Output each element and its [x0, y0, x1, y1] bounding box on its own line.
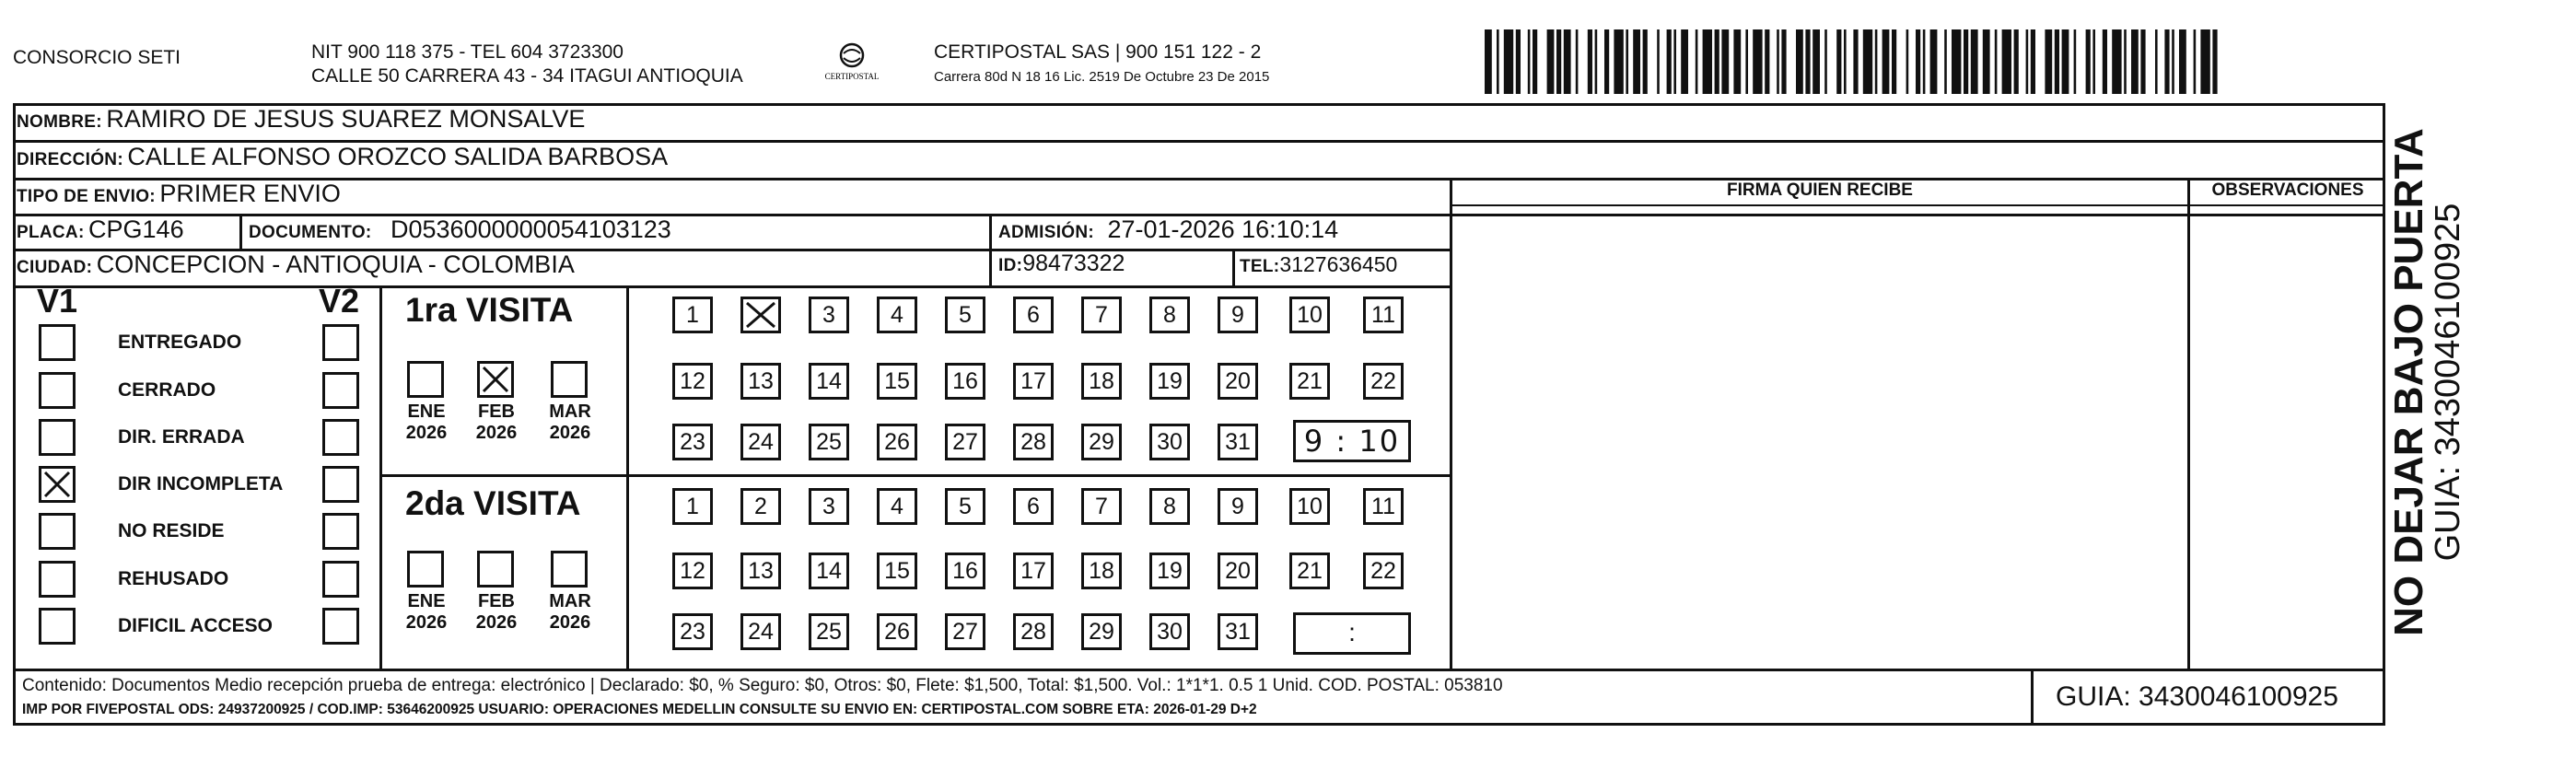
- day-number: 14: [816, 558, 842, 584]
- x-mark-icon: [743, 299, 778, 331]
- shipment-type: PRIMER ENVIO: [159, 180, 341, 207]
- status-label: CERRADO: [118, 379, 216, 401]
- admission-label: ADMISIÓN:: [998, 223, 1095, 242]
- day-number: 8: [1163, 494, 1176, 519]
- day-number: 25: [816, 619, 842, 645]
- day-number: 17: [1020, 558, 1046, 584]
- day-number: 21: [1297, 368, 1323, 394]
- day-number: 22: [1370, 558, 1396, 584]
- side-text: [2386, 124, 2467, 640]
- day-number: 24: [748, 429, 774, 455]
- id-label: ID:: [998, 256, 1023, 275]
- day-number: 10: [1297, 302, 1323, 328]
- v2-header: V2: [319, 282, 360, 320]
- day-box[interactable]: [877, 297, 917, 333]
- day-box[interactable]: [877, 424, 917, 460]
- footer-imp: IMP POR FIVEPOSTAL ODS: 24937200925 / COD.IMP: 53646200925 USUARIO: OPERACIONES MEDELLIN CONSULTE SU ENVIO EN: CERTIPOSTAL.COM SOBRE ETA: 2026-01-29 D+2: [22, 702, 1257, 717]
- nit-line: NIT 900 118 375 - TEL 604 3723300: [311, 41, 624, 63]
- day-number: 22: [1370, 368, 1396, 394]
- day-box[interactable]: [1013, 424, 1054, 460]
- day-number: 9: [1231, 302, 1244, 328]
- type-label: TIPO DE ENVIO:: [17, 187, 156, 206]
- city-value: CONCEPCION - ANTIOQUIA - COLOMBIA: [96, 250, 575, 278]
- day-number: 12: [680, 368, 705, 394]
- day-box[interactable]: [672, 297, 713, 333]
- day-box[interactable]: [1289, 363, 1330, 400]
- day-number: 27: [952, 429, 978, 455]
- day-box[interactable]: [1218, 613, 1258, 650]
- month-label: MAR 2026: [549, 401, 591, 443]
- day-number: 20: [1225, 368, 1251, 394]
- v1-checkbox[interactable]: [39, 419, 76, 456]
- document-label: DOCUMENTO:: [249, 223, 372, 242]
- document-cell: [249, 215, 671, 244]
- name-row: [17, 105, 585, 134]
- v1-checkbox[interactable]: [39, 324, 76, 361]
- day-box[interactable]: [809, 363, 849, 400]
- day-number: 11: [1371, 302, 1395, 328]
- license-line: Carrera 80d N 18 16 Lic. 2519 De Octubre 23 De 2015: [934, 69, 1270, 85]
- day-number: 4: [891, 494, 903, 519]
- day-box[interactable]: [945, 363, 985, 400]
- day-number: 26: [884, 619, 910, 645]
- recipient-name: RAMIRO DE JESUS SUAREZ MONSALVE: [106, 105, 586, 133]
- day-number: 1: [686, 302, 699, 328]
- v1-checkbox[interactable]: [39, 466, 76, 503]
- day-box[interactable]: [877, 488, 917, 525]
- day-number: 6: [1027, 494, 1040, 519]
- day-number: 15: [884, 368, 910, 394]
- day-number: 29: [1089, 429, 1114, 455]
- day-box[interactable]: [1149, 553, 1190, 589]
- day-box[interactable]: [945, 297, 985, 333]
- day-number: 18: [1089, 558, 1114, 584]
- day-number: 16: [952, 558, 978, 584]
- day-box[interactable]: [809, 488, 849, 525]
- day-box[interactable]: [1081, 613, 1122, 650]
- day-box[interactable]: [1363, 363, 1404, 400]
- carrier-line: CERTIPOSTAL SAS | 900 151 122 - 2: [934, 41, 1262, 63]
- day-number: 11: [1371, 494, 1395, 519]
- v1-checkbox[interactable]: [39, 608, 76, 645]
- signature-area[interactable]: [1453, 208, 2186, 667]
- day-box[interactable]: [672, 363, 713, 400]
- day-number: 9: [1231, 494, 1244, 519]
- day-box[interactable]: [740, 553, 781, 589]
- day-number: 13: [748, 368, 774, 394]
- plate-cell: [17, 215, 184, 244]
- day-number: 30: [1157, 429, 1183, 455]
- day-number: 21: [1297, 558, 1323, 584]
- day-box[interactable]: [1013, 488, 1054, 525]
- day-number: 31: [1225, 429, 1251, 455]
- month-checkbox[interactable]: [407, 361, 444, 398]
- day-box[interactable]: [809, 553, 849, 589]
- city-row: [17, 250, 575, 279]
- day-number: 28: [1020, 429, 1046, 455]
- day-box[interactable]: [672, 553, 713, 589]
- id-value: 98473322: [1022, 250, 1125, 276]
- day-box[interactable]: [740, 363, 781, 400]
- day-number: 16: [952, 368, 978, 394]
- address-row: [17, 143, 668, 171]
- day-number: 5: [959, 494, 972, 519]
- day-box[interactable]: [1218, 363, 1258, 400]
- status-label: REHUSADO: [118, 568, 229, 589]
- name-label: NOMBRE:: [17, 112, 102, 132]
- observations-area[interactable]: [2191, 208, 2384, 667]
- day-box[interactable]: [672, 424, 713, 460]
- day-number: 31: [1225, 619, 1251, 645]
- v1-checkbox[interactable]: [39, 513, 76, 550]
- status-label: DIR. ERRADA: [118, 426, 245, 448]
- day-box[interactable]: [1363, 297, 1404, 333]
- visit2-title: 2da VISITA: [405, 484, 581, 522]
- visit1-time-box[interactable]: [1293, 420, 1411, 462]
- day-number: 5: [959, 302, 972, 328]
- day-number: 3: [822, 494, 835, 519]
- day-box[interactable]: [1081, 424, 1122, 460]
- month-checkbox[interactable]: [477, 551, 514, 588]
- visit1-title: 1ra VISITA: [405, 291, 574, 329]
- day-box[interactable]: [1289, 553, 1330, 589]
- plate-label: PLACA:: [17, 223, 85, 242]
- x-mark-icon: [41, 469, 73, 500]
- plate-value: CPG146: [88, 215, 184, 243]
- side-guia: GUIA: 3430046100925: [2429, 203, 2467, 562]
- day-box[interactable]: [877, 553, 917, 589]
- day-box[interactable]: [1081, 553, 1122, 589]
- type-row: [17, 180, 341, 208]
- day-box[interactable]: [740, 424, 781, 460]
- x-mark-icon: [480, 364, 511, 395]
- no-dejar-warning: NO DEJAR BAJO PUERTA: [2386, 128, 2431, 636]
- day-box[interactable]: [1218, 553, 1258, 589]
- day-number: 30: [1157, 619, 1183, 645]
- status-label: ENTREGADO: [118, 332, 242, 353]
- address-label: DIRECCIÓN:: [17, 150, 123, 169]
- day-number: 19: [1157, 368, 1183, 394]
- day-box[interactable]: [740, 613, 781, 650]
- footer-content: Contenido: Documentos Medio recepción prueba de entrega: electrónico | Declarado: $0, % Seguro: $0, Otros: $0, Flete: $1,500, Total: $1,500. Vol.: 1*1*1. 0.5 1 Unid. COD. POSTAL: 053810: [22, 676, 1503, 695]
- id-cell: [998, 250, 1125, 277]
- visit2-time-value: :: [1348, 618, 1356, 646]
- day-box[interactable]: [740, 488, 781, 525]
- city-label: CIUDAD:: [17, 258, 93, 277]
- v1-header: V1: [37, 282, 78, 320]
- month-checkbox[interactable]: [551, 551, 588, 588]
- v2-checkbox[interactable]: [322, 419, 359, 456]
- v2-checkbox[interactable]: [322, 561, 359, 598]
- footer-guia: GUIA: 3430046100925: [2056, 681, 2338, 712]
- day-number: 15: [884, 558, 910, 584]
- month-label: FEB 2026: [475, 401, 518, 443]
- tel-cell: [1240, 252, 1397, 277]
- day-number: 10: [1297, 494, 1323, 519]
- status-label: NO RESIDE: [118, 520, 225, 541]
- month-checkbox[interactable]: [407, 551, 444, 588]
- day-number: 1: [686, 494, 699, 519]
- day-box[interactable]: [672, 488, 713, 525]
- day-box[interactable]: [877, 613, 917, 650]
- day-number: 7: [1095, 494, 1108, 519]
- certipostal-logo: [810, 41, 893, 87]
- month-label: MAR 2026: [549, 591, 591, 633]
- tel-label: TEL:: [1240, 257, 1280, 276]
- day-number: 14: [816, 368, 842, 394]
- month-checkbox[interactable]: [477, 361, 514, 398]
- document-value: D0536000000054103123: [390, 215, 671, 243]
- address-line: CALLE 50 CARRERA 43 - 34 ITAGUI ANTIOQUIA: [311, 65, 743, 87]
- day-box[interactable]: [740, 297, 781, 333]
- barcode: [1485, 29, 2218, 94]
- day-box[interactable]: [809, 297, 849, 333]
- day-number: 6: [1027, 302, 1040, 328]
- day-number: 19: [1157, 558, 1183, 584]
- day-number: 4: [891, 302, 903, 328]
- day-box[interactable]: [1289, 297, 1330, 333]
- day-box[interactable]: [1149, 363, 1190, 400]
- day-number: 17: [1020, 368, 1046, 394]
- v2-checkbox[interactable]: [322, 372, 359, 409]
- day-box[interactable]: [1363, 488, 1404, 525]
- month-label: ENE 2026: [405, 591, 448, 633]
- v2-checkbox[interactable]: [322, 466, 359, 503]
- day-box[interactable]: [1013, 613, 1054, 650]
- day-box[interactable]: [1013, 553, 1054, 589]
- day-box[interactable]: [1081, 488, 1122, 525]
- day-box[interactable]: [1218, 488, 1258, 525]
- day-number: 13: [748, 558, 774, 584]
- day-number: 25: [816, 429, 842, 455]
- day-box[interactable]: [945, 424, 985, 460]
- visit1-time-value: 9 : 10: [1303, 424, 1401, 459]
- day-number: 28: [1020, 619, 1046, 645]
- day-number: 26: [884, 429, 910, 455]
- day-number: 3: [822, 302, 835, 328]
- day-number: 18: [1089, 368, 1114, 394]
- month-label: ENE 2026: [405, 401, 448, 443]
- v2-checkbox[interactable]: [322, 324, 359, 361]
- status-label: DIR INCOMPLETA: [118, 473, 284, 495]
- day-box[interactable]: [945, 488, 985, 525]
- day-box[interactable]: [809, 613, 849, 650]
- day-number: 8: [1163, 302, 1176, 328]
- day-box[interactable]: [1289, 488, 1330, 525]
- day-box[interactable]: [1149, 488, 1190, 525]
- v1-checkbox[interactable]: [39, 372, 76, 409]
- visit2-time-box[interactable]: [1293, 612, 1411, 655]
- day-number: 12: [680, 558, 705, 584]
- day-box[interactable]: [1218, 297, 1258, 333]
- day-number: 23: [680, 429, 705, 455]
- recipient-address: CALLE ALFONSO OROZCO SALIDA BARBOSA: [127, 143, 669, 170]
- day-box[interactable]: [1363, 553, 1404, 589]
- day-number: 7: [1095, 302, 1108, 328]
- day-number: 23: [680, 619, 705, 645]
- day-box[interactable]: [1013, 363, 1054, 400]
- month-checkbox[interactable]: [551, 361, 588, 398]
- day-box[interactable]: [1218, 424, 1258, 460]
- day-number: 2: [754, 494, 767, 519]
- day-box[interactable]: [1149, 297, 1190, 333]
- day-box[interactable]: [1081, 297, 1122, 333]
- admission-cell: [998, 215, 1338, 244]
- v2-checkbox[interactable]: [322, 608, 359, 645]
- company-name: CONSORCIO SETI: [13, 47, 181, 68]
- tel-value: 3127636450: [1279, 252, 1398, 276]
- day-box[interactable]: [945, 613, 985, 650]
- day-box[interactable]: [809, 424, 849, 460]
- day-box[interactable]: [1013, 297, 1054, 333]
- day-number: 20: [1225, 558, 1251, 584]
- day-box[interactable]: [1149, 424, 1190, 460]
- observations-header: OBSERVACIONES: [2211, 180, 2364, 200]
- v2-checkbox[interactable]: [322, 513, 359, 550]
- status-label: DIFICIL ACCESO: [118, 615, 274, 636]
- day-number: 27: [952, 619, 978, 645]
- day-box[interactable]: [945, 553, 985, 589]
- day-box[interactable]: [1081, 363, 1122, 400]
- v1-checkbox[interactable]: [39, 561, 76, 598]
- admission-value: 27-01-2026 16:10:14: [1107, 215, 1339, 243]
- day-box[interactable]: [1149, 613, 1190, 650]
- signature-header: FIRMA QUIEN RECIBE: [1727, 180, 1913, 200]
- day-box[interactable]: [672, 613, 713, 650]
- logo-text: CERTIPOSTAL: [824, 72, 880, 81]
- day-number: 24: [748, 619, 774, 645]
- day-number: 29: [1089, 619, 1114, 645]
- month-label: FEB 2026: [475, 591, 518, 633]
- day-box[interactable]: [877, 363, 917, 400]
